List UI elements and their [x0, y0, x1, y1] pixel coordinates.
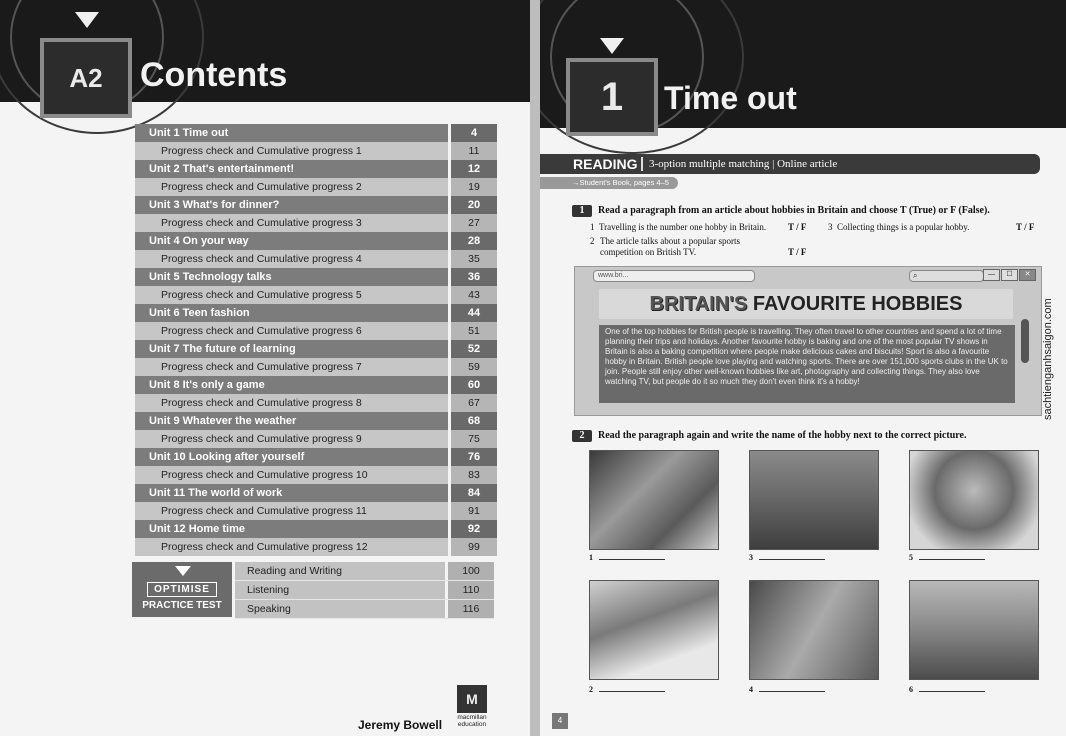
- publisher-logo: [453, 685, 491, 728]
- statement-3: [828, 222, 1040, 232]
- article-title-part1: BRITAIN'S: [649, 293, 748, 315]
- contents-table: [135, 124, 497, 556]
- unit-title: Unit 11 The world of work: [149, 487, 283, 499]
- macmillan-logo-icon: M: [457, 685, 487, 713]
- scrollbar-thumb[interactable]: [1021, 319, 1029, 363]
- unit-title: Unit 6 Teen fashion: [149, 307, 250, 319]
- exercise-1-instruction: [572, 205, 990, 217]
- unit-row[interactable]: [135, 520, 497, 538]
- progress-title: Progress check and Cumulative progress 2: [161, 181, 362, 193]
- progress-title: Progress check and Cumulative progress 5: [161, 289, 362, 301]
- page-number: 4: [552, 713, 568, 729]
- photo-travelling: [909, 580, 1039, 680]
- progress-row[interactable]: [135, 466, 497, 484]
- unit-title: Unit 1 Time out: [149, 127, 229, 139]
- unit-page: 12: [448, 160, 497, 178]
- answer-line-2[interactable]: 2: [589, 685, 665, 694]
- progress-page: 11: [448, 142, 497, 160]
- unit-row[interactable]: [135, 196, 497, 214]
- progress-page: 59: [448, 358, 497, 376]
- practice-test-row[interactable]: [235, 600, 494, 619]
- level-badge: A2: [40, 38, 132, 118]
- optimise-badge: [132, 562, 232, 617]
- photo-collecting: [909, 450, 1039, 550]
- progress-row[interactable]: [135, 250, 497, 268]
- unit-row[interactable]: [135, 340, 497, 358]
- answer-line-4[interactable]: 4: [749, 685, 825, 694]
- progress-row[interactable]: [135, 430, 497, 448]
- statement-text: Travelling is the number one hobby in Britain.: [599, 222, 767, 232]
- optimise-label: OPTIMISE: [147, 582, 217, 597]
- progress-title: Progress check and Cumulative progress 11: [161, 505, 367, 517]
- practice-test-list: [232, 562, 494, 617]
- unit-row[interactable]: [135, 124, 497, 142]
- progress-page: 27: [448, 214, 497, 232]
- progress-page: 51: [448, 322, 497, 340]
- contents-banner: [0, 0, 530, 102]
- answer-line-3[interactable]: 3: [749, 553, 825, 562]
- unit-number-badge: 1: [566, 58, 658, 136]
- progress-row[interactable]: [135, 142, 497, 160]
- progress-page: 99: [448, 538, 497, 556]
- article-browser-window: [574, 266, 1042, 416]
- practice-test-title: Speaking: [247, 603, 291, 615]
- contents-page: [0, 0, 530, 736]
- unit-row[interactable]: [135, 376, 497, 394]
- unit-page: 28: [448, 232, 497, 250]
- maximize-icon[interactable]: ☐: [1001, 269, 1018, 281]
- progress-title: Progress check and Cumulative progress 3: [161, 217, 362, 229]
- exercise-2-instruction: [572, 430, 967, 442]
- unit-1-page: [540, 0, 1066, 736]
- progress-row[interactable]: [135, 214, 497, 232]
- progress-title: Progress check and Cumulative progress 12: [161, 541, 368, 553]
- statement-text: The article talks about a popular sports competition on British TV.: [600, 236, 740, 257]
- true-false-choice[interactable]: T / F: [788, 247, 807, 257]
- unit-title: Unit 8 It's only a game: [149, 379, 265, 391]
- close-icon[interactable]: ✕: [1019, 269, 1036, 281]
- progress-title: Progress check and Cumulative progress 10: [161, 469, 368, 481]
- practice-test-title: Listening: [247, 584, 290, 596]
- statement-1: [590, 222, 830, 232]
- progress-row[interactable]: [135, 358, 497, 376]
- progress-page: 83: [448, 466, 497, 484]
- progress-row[interactable]: [135, 394, 497, 412]
- progress-page: 35: [448, 250, 497, 268]
- article-title-part2: FAVOURITE HOBBIES: [752, 293, 963, 315]
- answer-line-6[interactable]: 6: [909, 685, 985, 694]
- photo-skiing: [589, 580, 719, 680]
- unit-page: 52: [448, 340, 497, 358]
- progress-row[interactable]: [135, 502, 497, 520]
- statement-number: 1: [590, 222, 595, 232]
- unit-page: 20: [448, 196, 497, 214]
- unit-title: Unit 9 Whatever the weather: [149, 415, 297, 427]
- practice-test-row[interactable]: [235, 562, 494, 581]
- unit-page: 84: [448, 484, 497, 502]
- students-book-reference: →Student's Book, pages 4–5: [540, 177, 678, 189]
- author-name: Jeremy Bowell: [358, 718, 443, 732]
- practice-test-page: 110: [445, 581, 494, 599]
- progress-page: 43: [448, 286, 497, 304]
- unit-row[interactable]: [135, 232, 497, 250]
- progress-title: Progress check and Cumulative progress 8: [161, 397, 362, 409]
- unit-row[interactable]: [135, 484, 497, 502]
- exercise-1-text: Read a paragraph from an article about hobbies in Britain and choose T (True) or F (False).: [598, 205, 990, 216]
- true-false-choice[interactable]: T / F: [1016, 222, 1035, 232]
- unit-title: Unit 12 Home time: [149, 523, 245, 535]
- reading-section-bar: [540, 154, 1040, 174]
- exercise-2-text: Read the paragraph again and write the name of the hobby next to the correct picture.: [598, 430, 967, 441]
- unit-title: Unit 4 On your way: [149, 235, 249, 247]
- progress-row[interactable]: [135, 286, 497, 304]
- minimize-icon[interactable]: —: [983, 269, 1000, 281]
- unit-title: Unit 5 Technology talks: [149, 271, 272, 283]
- triangle-marker-icon: [75, 12, 99, 28]
- unit-banner: [540, 0, 1066, 128]
- search-icon[interactable]: ⌕: [909, 270, 984, 282]
- practice-test-row[interactable]: [235, 581, 494, 600]
- unit-page: 92: [448, 520, 497, 538]
- book-gutter: [530, 0, 540, 736]
- practice-test-page: 116: [445, 600, 494, 618]
- unit-page: 60: [448, 376, 497, 394]
- section-subtitle: 3-option multiple matching | Online article: [649, 158, 838, 170]
- practice-test-title: Reading and Writing: [247, 565, 342, 577]
- statement-number: 3: [828, 222, 833, 232]
- unit-row[interactable]: [135, 160, 497, 178]
- statement-text: Collecting things is a popular hobby.: [837, 222, 970, 232]
- unit-page: 76: [448, 448, 497, 466]
- unit-title: Unit 2 That's entertainment!: [149, 163, 295, 175]
- publisher-line1: macmillan: [457, 714, 487, 721]
- triangle-marker-icon: [175, 566, 191, 576]
- practice-test-page: 100: [445, 562, 494, 580]
- publisher-line2: education: [457, 721, 487, 728]
- unit-title: Unit 10 Looking after yourself: [149, 451, 305, 463]
- unit-row[interactable]: [135, 448, 497, 466]
- section-label: READING: [573, 156, 638, 172]
- unit-page: 68: [448, 412, 497, 430]
- progress-page: 67: [448, 394, 497, 412]
- window-controls: [983, 269, 1036, 281]
- optimise-practice-test-block: [132, 562, 494, 617]
- progress-row[interactable]: [135, 322, 497, 340]
- triangle-marker-icon: [600, 38, 624, 54]
- divider: [641, 157, 643, 171]
- practice-test-label: PRACTICE TEST: [142, 600, 222, 611]
- unit-row[interactable]: [135, 304, 497, 322]
- progress-row[interactable]: [135, 178, 497, 196]
- page-title: Contents: [140, 56, 288, 94]
- photo-baking: [749, 580, 879, 680]
- photo-photography: [749, 450, 879, 550]
- progress-page: 19: [448, 178, 497, 196]
- progress-title: Progress check and Cumulative progress 6: [161, 325, 362, 337]
- photo-painting: [589, 450, 719, 550]
- exercise-1-number: 1: [572, 205, 592, 217]
- unit-title: Unit 7 The future of learning: [149, 343, 296, 355]
- unit-page: 4: [448, 124, 497, 142]
- watermark: sachtienganhsaigon.com: [1042, 298, 1054, 420]
- unit-page: 36: [448, 268, 497, 286]
- answer-line-5[interactable]: 5: [909, 553, 985, 562]
- statement-2: [590, 236, 830, 258]
- progress-row[interactable]: [135, 538, 497, 556]
- url-bar[interactable]: www.bri...: [593, 270, 755, 282]
- progress-title: Progress check and Cumulative progress 7: [161, 361, 362, 373]
- progress-title: Progress check and Cumulative progress 1: [161, 145, 362, 157]
- exercise-2-number: 2: [572, 430, 592, 442]
- unit-title: Unit 3 What's for dinner?: [149, 199, 280, 211]
- progress-title: Progress check and Cumulative progress 4: [161, 253, 362, 265]
- article-body: One of the top hobbies for British people is travelling. They often travel to other countries and spend a lot of time planning their trips and holidays. Another favourite hobby is baking and one of the most popular TV shows in Britain is also a baking competition where people make delicious cakes and biscuits! Sport is also a favourite hobby in Britain. British people love playing and watching sports. There are over 151,000 sports clubs in the UK to join. People still enjoy other well-known hobbies like art, photography and collecting things. They also love watching TV, but people do it so much they don't even think it's a hobby!: [599, 325, 1015, 403]
- answer-line-1[interactable]: 1: [589, 553, 665, 562]
- progress-page: 75: [448, 430, 497, 448]
- unit-row[interactable]: [135, 412, 497, 430]
- progress-title: Progress check and Cumulative progress 9: [161, 433, 362, 445]
- article-title: [599, 289, 1013, 319]
- statement-number: 2: [590, 236, 595, 246]
- unit-row[interactable]: [135, 268, 497, 286]
- unit-page: 44: [448, 304, 497, 322]
- true-false-choice[interactable]: T / F: [788, 222, 807, 232]
- unit-title: Time out: [664, 80, 797, 116]
- progress-page: 91: [448, 502, 497, 520]
